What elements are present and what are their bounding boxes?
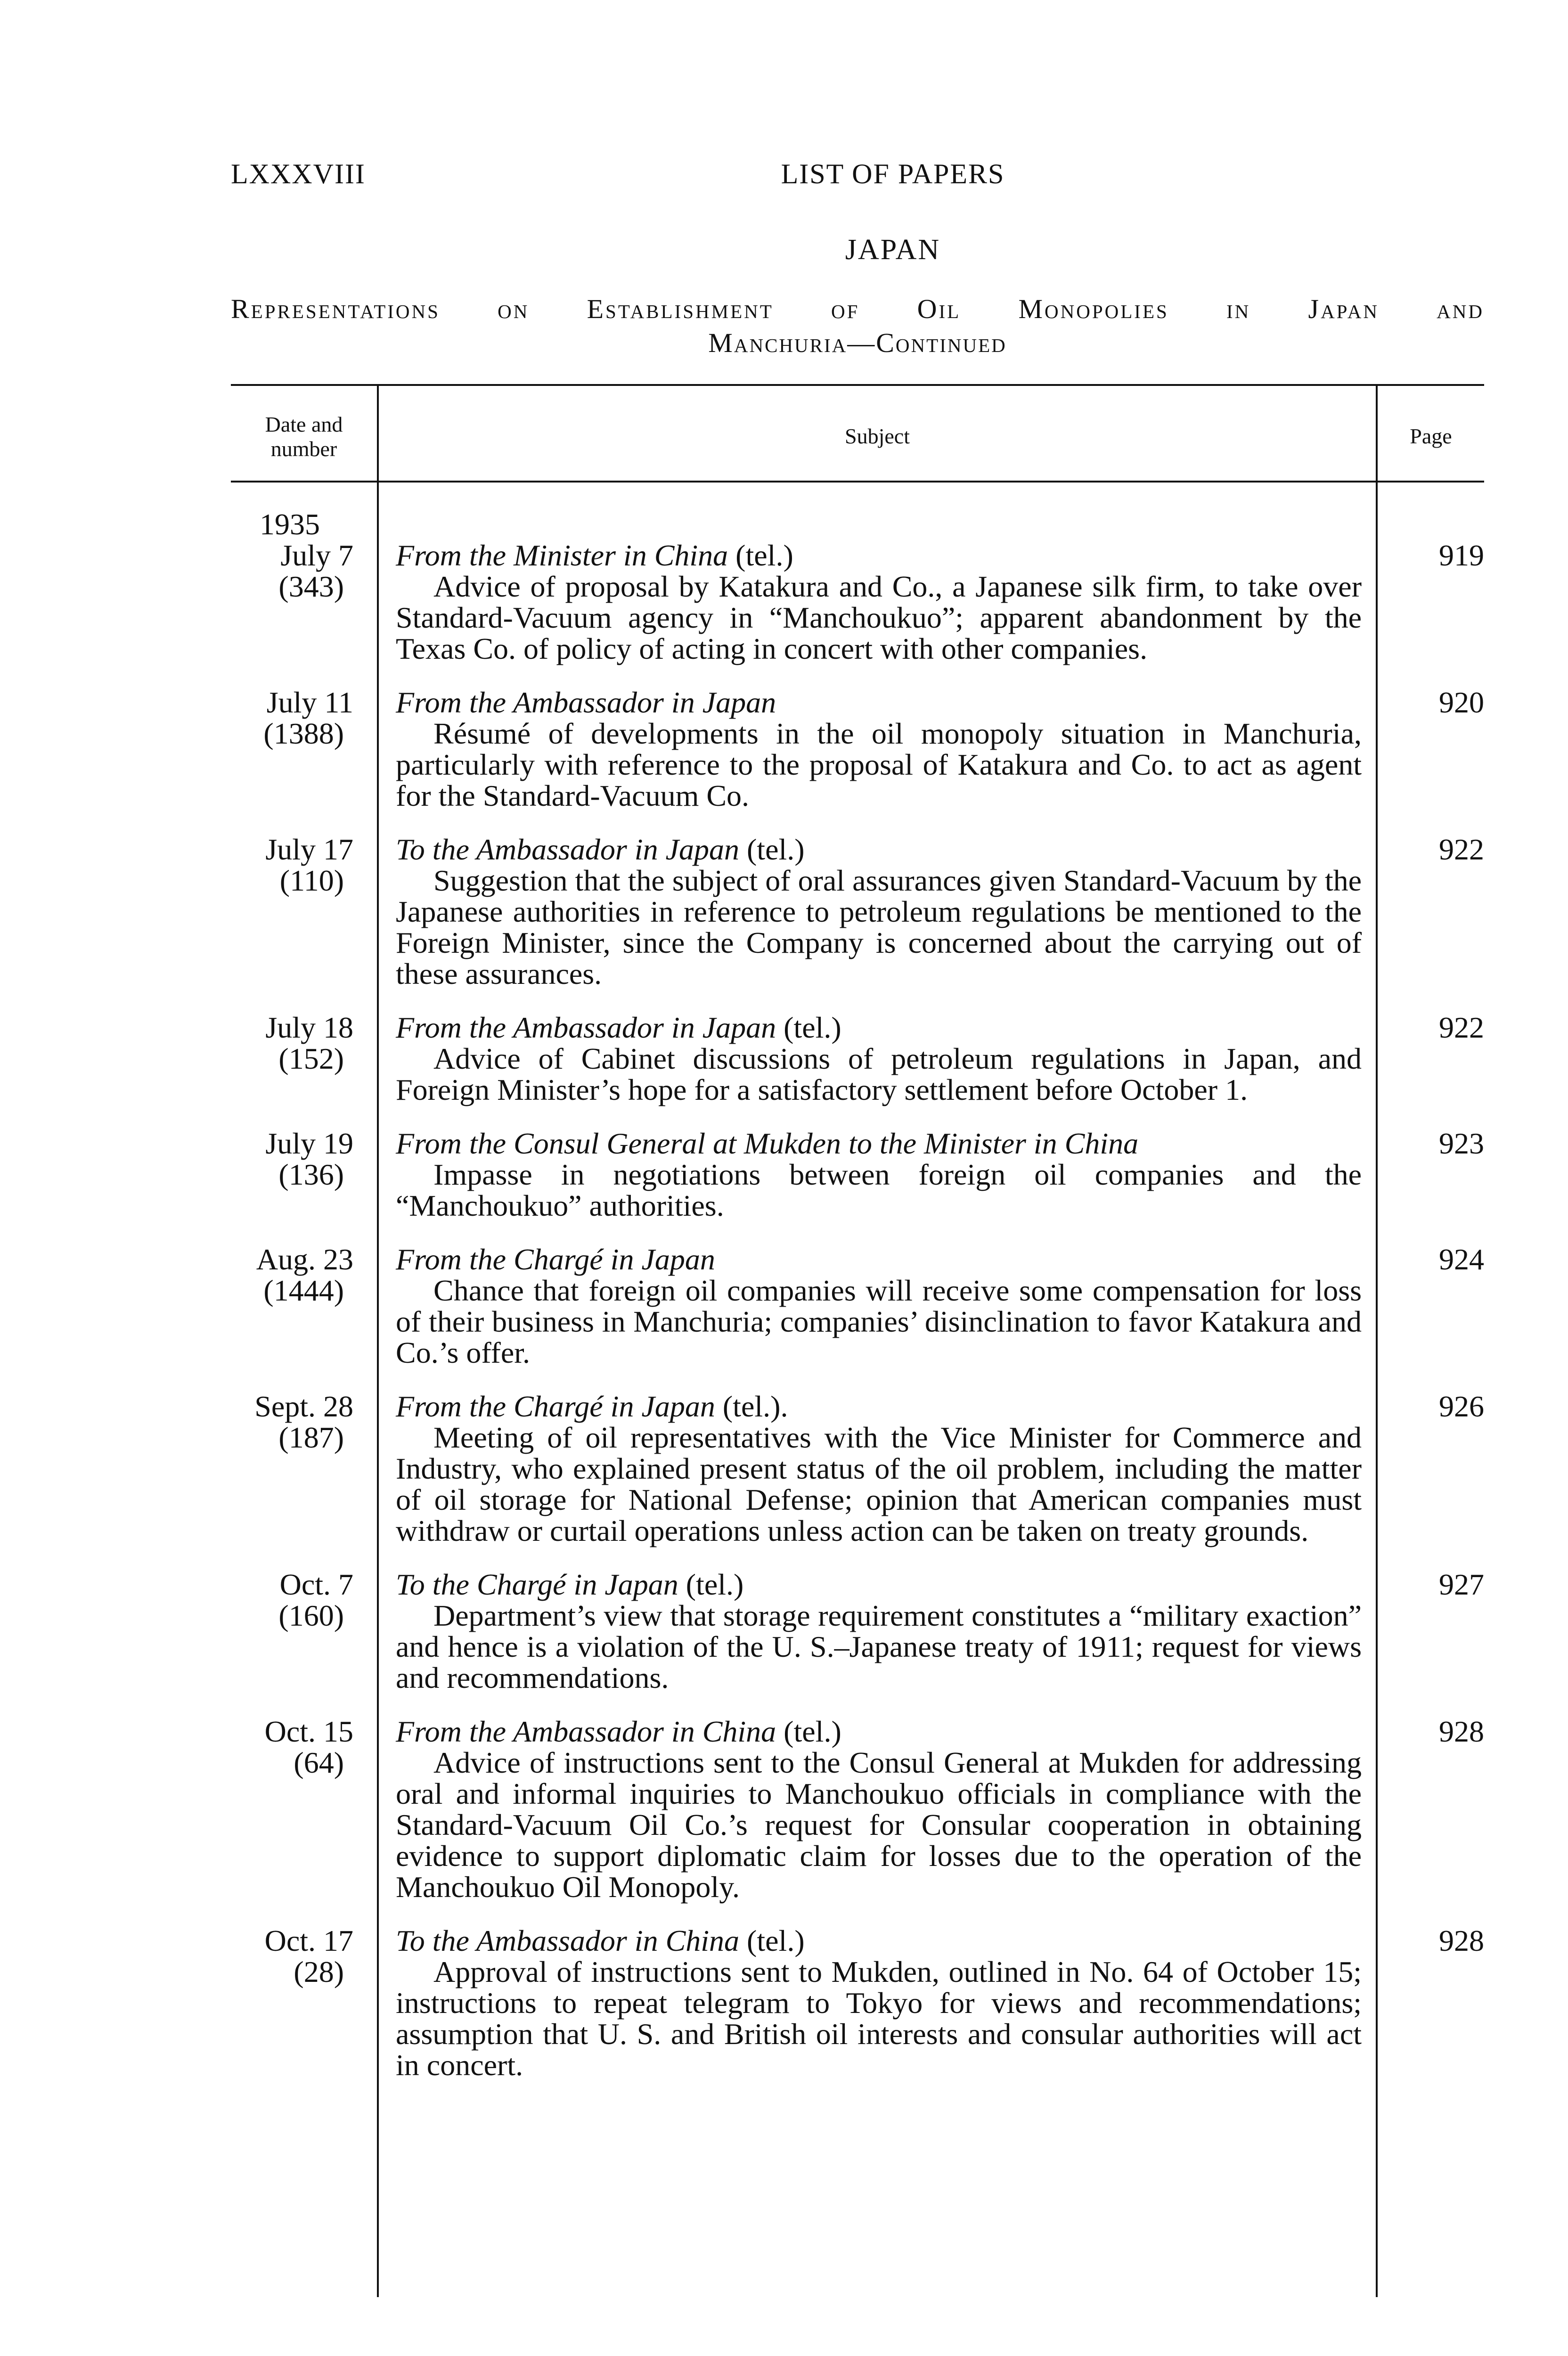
entry-date: July 11 [266, 686, 353, 719]
entry-summary: Meeting of oil representatives with the Vice Minister for Commerce and Industry, who explained present status of the oil problem, including the matter of oil storage for National Defense; opinion that American companies must withdraw or curtail operations unless action can be taken on treaty grounds. [396, 1421, 1362, 1547]
entry-date-cell [231, 1244, 353, 1306]
entry-summary: Advice of proposal by Katakura and Co., a Japanese silk firm, to take over Standard-Vacuum agency in “Manchoukuo”; apparent abandonment by the Texas Co. of policy of acting in concert with other companies. [396, 570, 1362, 665]
entry-summary: Department’s view that storage requirement constitutes a “military exaction” and hence is a violation of the U. S.–Japanese treaty of 1911; request for views and recommendations. [396, 1599, 1362, 1694]
column-header-date-label: Date and number [265, 412, 343, 461]
entry-summary: Advice of Cabinet discussions of petroleum regulations in Japan, and Foreign Minister’s hope for a satisfactory settlement before October 1. [396, 1042, 1362, 1106]
entry-subject-cell [396, 1244, 1362, 1368]
column-header-subject: Subject [845, 424, 910, 448]
table-header-rule [231, 481, 1484, 483]
entry-date: July 7 [280, 539, 353, 572]
entry-summary: Chance that foreign oil companies will receive some compensation for loss of their business in Manchuria; companies’ disinclination to favor Katakura and Co.’s offer. [396, 1274, 1362, 1369]
running-title: LIST OF PAPERS [781, 158, 1005, 189]
entry-subject-cell [396, 687, 1362, 811]
entry-date-cell [231, 834, 353, 896]
entry-sender: From the Ambassador in Japan (tel.) [396, 1011, 841, 1044]
entry-date: July 17 [265, 833, 353, 866]
entry-date-cell [231, 1569, 353, 1631]
entry-date: Sept. 28 [254, 1390, 353, 1423]
entry-date: Aug. 23 [256, 1243, 353, 1276]
entry-summary: Suggestion that the subject of oral assurances given Standard-Vacuum by the Japanese authorities in reference to petroleum regulations be mentioned to the Foreign Minister, since the Company is concerned about the carrying out of these assurances. [396, 864, 1362, 990]
entry-date: Oct. 17 [264, 1924, 353, 1957]
entry-date-cell [231, 1391, 353, 1453]
subject-title [231, 292, 1484, 360]
entry-subject-cell [396, 1012, 1362, 1105]
entry-date: Oct. 7 [279, 1568, 353, 1601]
section-title: JAPAN [845, 234, 941, 266]
entry-subject-cell [396, 540, 1362, 664]
table-row [231, 540, 1484, 664]
entry-page-number: 920 [1439, 686, 1484, 719]
year-label: 1935 [260, 507, 320, 541]
entry-number: (136) [278, 1158, 344, 1191]
entry-date: July 19 [265, 1127, 353, 1160]
column-header-page: Page [1410, 424, 1452, 448]
entry-sender: From the Consul General at Mukden to the Minister in China [396, 1127, 1139, 1160]
entry-sender: From the Ambassador in Japan [396, 686, 776, 719]
entry-subject-cell [396, 834, 1362, 990]
entry-date: Oct. 15 [264, 1715, 353, 1748]
table-top-rule [231, 384, 1484, 386]
entry-page-number: 928 [1439, 1924, 1484, 1957]
entry-sender: From the Chargé in Japan (tel.). [396, 1390, 788, 1423]
entry-sender: From the Minister in China (tel.) [396, 539, 793, 572]
entry-date-cell [231, 1925, 353, 1988]
entry-summary: Approval of instructions sent to Mukden, outlined in No. 64 of October 15; instructions to repeat telegram to Tokyo for views and recommendations; assumption that U. S. and British oil interests and consular authorities will act in concert. [396, 1955, 1362, 2082]
table-row [231, 1012, 1484, 1105]
entry-page-number: 919 [1439, 539, 1484, 572]
entry-date-cell [231, 687, 353, 749]
entry-sender: To the Ambassador in China (tel.) [396, 1924, 805, 1957]
entry-summary: Advice of instructions sent to the Consul General at Mukden for addressing oral and informal inquiries to Manchoukuo officials in compliance with the Standard-Vacuum Oil Co.’s request for Consular cooperation in obtaining evidence to support diplomatic claim for losses due to the operation of the Manchoukuo Oil Monopoly. [396, 1746, 1362, 1904]
entry-sender: To the Ambassador in Japan (tel.) [396, 833, 805, 866]
table-row [231, 1716, 1484, 1903]
entry-sender: From the Ambassador in China (tel.) [396, 1715, 841, 1748]
entry-page-number: 922 [1439, 833, 1484, 866]
entry-number: (110) [279, 864, 344, 897]
entry-date-cell [231, 540, 353, 602]
entry-subject-cell [396, 1925, 1362, 2081]
table-row [231, 834, 1484, 990]
entry-date-cell [231, 1716, 353, 1778]
subject-title-line-1: Representations on Establishment of Oil Monopolies in Japan and [231, 294, 1484, 324]
entry-date-cell [231, 1012, 353, 1074]
table-row [231, 1128, 1484, 1221]
entry-number: (160) [278, 1599, 344, 1632]
entry-number: (64) [294, 1746, 344, 1779]
entry-subject-cell [396, 1391, 1362, 1546]
entry-sender: To the Chargé in Japan (tel.) [396, 1568, 744, 1601]
entry-date-cell [231, 1128, 353, 1190]
table-row [231, 1244, 1484, 1368]
entry-sender: From the Chargé in Japan [396, 1243, 715, 1276]
entry-page-number: 926 [1439, 1390, 1484, 1423]
entry-number: (343) [278, 570, 344, 603]
column-header-date [231, 412, 377, 461]
entry-page-number: 928 [1439, 1715, 1484, 1748]
entry-page-number: 923 [1439, 1127, 1484, 1160]
table-row [231, 1391, 1484, 1546]
entry-number: (152) [278, 1042, 344, 1075]
entry-summary: Impasse in negotiations between foreign oil companies and the “Manchoukuo” authorities. [396, 1158, 1362, 1222]
entry-number: (187) [278, 1421, 344, 1454]
table-row [231, 1569, 1484, 1693]
table-row [231, 1925, 1484, 2081]
entry-number: (28) [294, 1955, 344, 1988]
entry-number: (1388) [263, 717, 344, 750]
entry-subject-cell [396, 1128, 1362, 1221]
subject-title-line-2: Manchuria—Continued [708, 327, 1007, 358]
table-body [231, 509, 1484, 2103]
entry-page-number: 922 [1439, 1011, 1484, 1044]
running-head [231, 158, 1484, 196]
entry-date: July 18 [265, 1011, 353, 1044]
entry-page-number: 927 [1439, 1568, 1484, 1601]
entry-page-number: 924 [1439, 1243, 1484, 1276]
entry-subject-cell [396, 1569, 1362, 1693]
papers-table [231, 384, 1484, 2297]
page-folio: LXXXVIII [231, 158, 366, 189]
table-row [231, 687, 1484, 811]
entry-subject-cell [396, 1716, 1362, 1903]
entry-summary: Résumé of developments in the oil monopoly situation in Manchuria, particularly with reference to the proposal of Katakura and Co. to act as agent for the Standard-Vacuum Co. [396, 717, 1362, 812]
entry-number: (1444) [263, 1274, 344, 1307]
